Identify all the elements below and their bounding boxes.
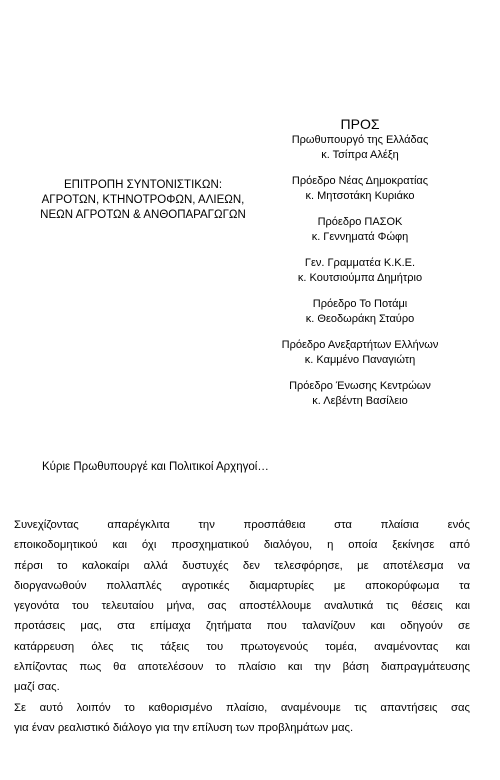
recipient-title: Πρόεδρο ΠΑΣΟΚ <box>317 216 403 228</box>
salutation: Κύριε Πρωθυπουργέ και Πολιτικοί Αρχηγοί… <box>42 461 269 473</box>
body-line: προτάσεις μας, στα επίμαχα ζητήματα που ταλανίζουν και οδηγούν σε <box>14 620 470 633</box>
recipient-title: Γεν. Γραμματέα Κ.Κ.Ε. <box>304 257 416 269</box>
recipient-name: κ. Τσίπρα Αλέξη <box>321 149 399 161</box>
recipients-heading: ΠΡΟΣ <box>340 116 380 132</box>
sender-block <box>30 178 256 223</box>
body-line: εποικοδομητικού και όχι προσχηματικού διαλόγου, η οποία ξεκίνησε από <box>14 539 470 552</box>
body-line: Σε αυτό λοιπόν το καθορισμένο πλαίσιο, αναμένουμε τις απαντήσεις σας <box>14 701 470 714</box>
body-line: για έναν ρεαλιστικό διάλογο για την επίλυση των προβλημάτων μας. <box>14 721 354 734</box>
body-line: πέρσι το καλοκαίρι αλλά δυστυχές δεν τελεσφόρησε, με αποτέλεσμα να <box>14 559 470 572</box>
recipient <box>250 174 470 204</box>
sender-line: ΕΠΙΤΡΟΠΗ ΣΥΝΤΟΝΙΣΤΙΚΩΝ: <box>63 179 223 191</box>
body-line: διοργανωθούν πολλαπλές αγροτικές διαμαρτυρίες με αποκορύφωμα τα <box>14 579 470 592</box>
recipients-block <box>250 116 470 420</box>
recipient-name: κ. Γεννηματά Φώφη <box>311 231 409 243</box>
recipient-title: Πρόεδρο Ένωσης Κεντρώων <box>289 380 431 392</box>
recipient-name: κ. Θεοδωράκη Σταύρο <box>305 313 415 325</box>
body-paragraph <box>14 515 470 698</box>
recipient-title: Πρόεδρο Νέας Δημοκρατίας <box>291 175 429 187</box>
body-line: γεγονότα του τελευταίου μήνα, σας αποστέλλουμε αναλυτικά τις θέσεις και <box>14 600 470 613</box>
recipient <box>250 256 470 286</box>
recipient-title: Πρόεδρο Το Ποτάμι <box>312 298 408 310</box>
recipient-title: Πρωθυπουργό της Ελλάδας <box>291 134 429 146</box>
body-paragraph <box>14 698 470 739</box>
recipient <box>250 379 470 409</box>
recipient <box>250 338 470 368</box>
body-line: μαζί σας. <box>14 681 60 694</box>
sender-line: ΝΕΩΝ ΑΓΡΟΤΩΝ & ΑΝΘΟΠΑΡΑΓΩΓΩΝ <box>40 209 246 221</box>
body-line: κατάρρευση όλες τις τάξεις του πρωτογενούς τομέα, αναμένοντας και <box>14 640 470 653</box>
recipient-name: κ. Κουτσιούμπα Δημήτριο <box>297 272 423 284</box>
recipient <box>250 297 470 327</box>
recipient-name: κ. Καμμένο Παναγιώτη <box>304 354 416 366</box>
recipient <box>250 215 470 245</box>
recipient-title: Πρόεδρο Ανεξαρτήτων Ελλήνων <box>281 339 439 351</box>
letter-body <box>14 515 470 738</box>
recipient-name: κ. Λεβέντη Βασίλειο <box>312 395 408 407</box>
recipient <box>250 133 470 163</box>
sender-line: ΑΓΡΟΤΩΝ, ΚΤΗΝΟΤΡΟΦΩΝ, ΑΛΙΕΩΝ, <box>41 194 245 206</box>
recipient-name: κ. Μητσοτάκη Κυριάκο <box>305 190 415 202</box>
body-line: Συνεχίζοντας απαρέγκλιτα την προσπάθεια στα πλαίσια ενός <box>14 519 470 531</box>
body-line: ελπίζοντας πως θα αποτελέσουν το πλαίσιο και την βάση διαπραγμάτευσης <box>14 661 470 674</box>
